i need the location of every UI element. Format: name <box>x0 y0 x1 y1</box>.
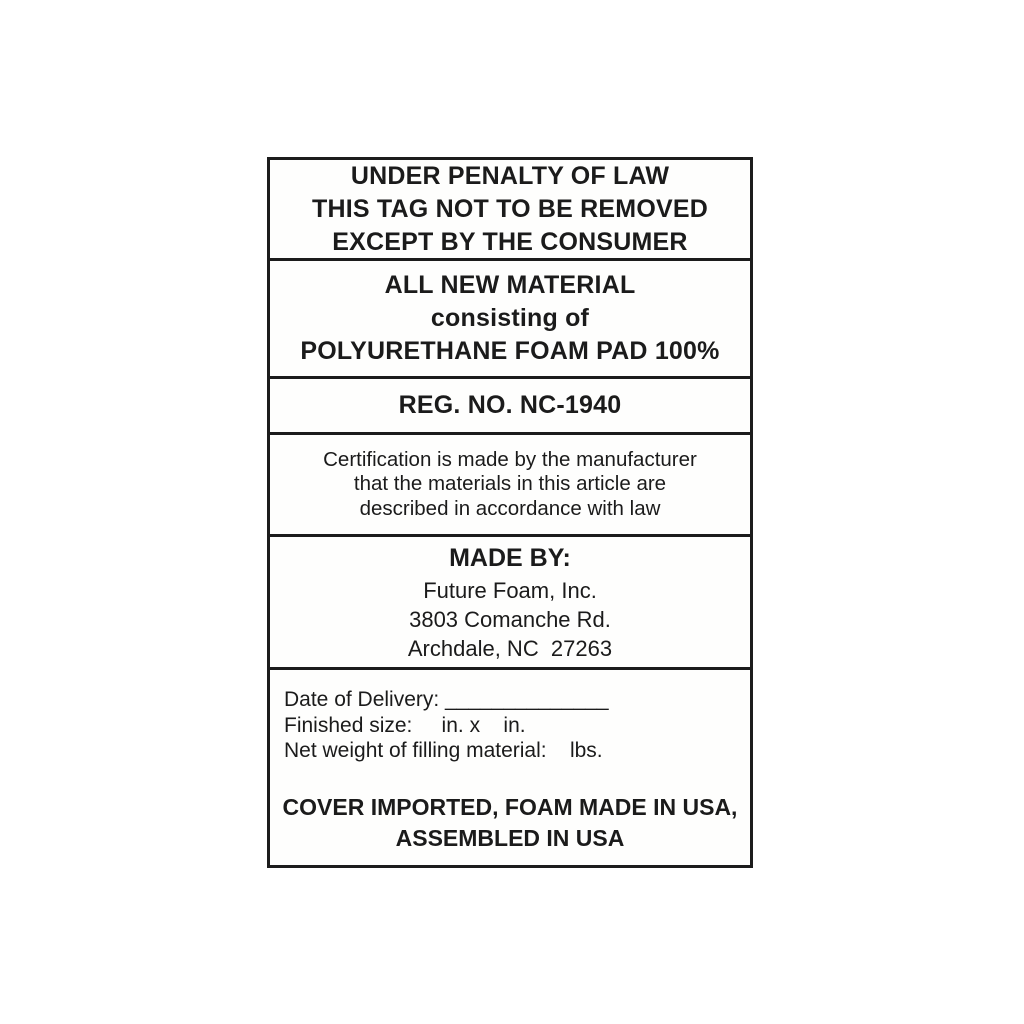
date-of-delivery-line: Date of Delivery: ______________ <box>284 688 609 711</box>
origin-line-1: COVER IMPORTED, FOAM MADE IN USA, <box>282 794 738 820</box>
finished-size-line: Finished size: in. x in. <box>284 713 526 737</box>
certification-line-2: that the materials in this article are <box>353 472 667 496</box>
net-weight-line: Net weight of filling material: lbs. <box>284 739 603 762</box>
made-by-heading: MADE BY: <box>449 543 571 572</box>
delivery-and-origin-section <box>270 670 750 865</box>
material-line-2: consisting of <box>430 304 590 332</box>
origin-statement <box>270 792 750 865</box>
certification-section <box>270 435 750 537</box>
manufacturer-name: Future Foam, Inc. <box>423 577 597 603</box>
origin-line-2: ASSEMBLED IN USA <box>395 825 625 851</box>
made-by-section <box>270 537 750 670</box>
registration-number: REG. NO. NC-1940 <box>398 391 622 419</box>
manufacturer-street: 3803 Comanche Rd. <box>409 606 611 632</box>
certification-line-1: Certification is made by the manufacturer <box>323 447 697 471</box>
penalty-section <box>270 160 750 261</box>
penalty-line-1: UNDER PENALTY OF LAW <box>350 161 670 190</box>
penalty-line-3: EXCEPT BY THE CONSUMER <box>332 227 688 256</box>
certification-line-3: described in accordance with law <box>359 496 661 520</box>
penalty-line-2: THIS TAG NOT TO BE REMOVED <box>312 194 708 223</box>
law-label <box>267 157 753 868</box>
manufacturer-city-state-zip: Archdale, NC 27263 <box>407 635 613 661</box>
material-section <box>270 261 750 379</box>
delivery-details <box>270 687 750 764</box>
material-line-3: POLYURETHANE FOAM PAD 100% <box>300 337 720 365</box>
registration-number-section <box>270 379 750 435</box>
material-line-1: ALL NEW MATERIAL <box>384 271 636 299</box>
